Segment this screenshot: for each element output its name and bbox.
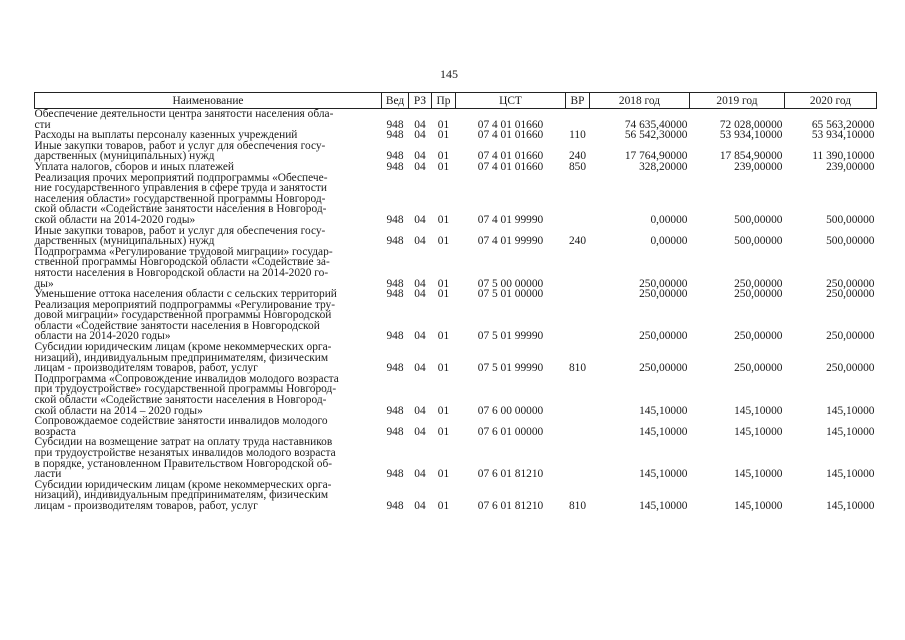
row-name-text: Реализация мероприятий подпрограммы «Регулирование тру- довой миграции» государственной программы Новгородской области «Содействие занятости населения в Новгородской области на 2014-2020 годы»	[34, 298, 336, 343]
table-row	[35, 437, 877, 479]
cell-pr: 01	[437, 330, 450, 343]
cell-2019: 53 934,10000	[719, 129, 783, 142]
cell-vr: 810	[568, 499, 587, 512]
col-header-2019: 2019 год	[690, 93, 785, 109]
cell-2019: 250,00000	[734, 277, 783, 290]
cell-2020: 145,10000	[826, 425, 875, 438]
cell-cst: 07 5 01 99990	[477, 362, 544, 375]
cell-2020: 145,10000	[826, 468, 875, 481]
col-header-ved: Вед	[382, 93, 409, 109]
cell-cst: 07 4 01 01660	[477, 150, 544, 163]
cell-2020: 145,10000	[826, 404, 875, 417]
budget-table	[34, 92, 877, 512]
cell-2019: 500,00000	[734, 235, 783, 248]
cell-name	[35, 416, 382, 437]
cell-name	[35, 437, 382, 479]
cell-2019: 239,00000	[734, 160, 783, 173]
cell-vr: 240	[568, 150, 587, 163]
cell-vr: 110	[569, 129, 586, 142]
cell-2018: 17 764,90000	[624, 150, 688, 163]
cell-ved: 948	[386, 404, 404, 417]
cell-vr: 850	[568, 160, 587, 173]
cell-2020: 500,00000	[826, 213, 875, 226]
cell-pr: 01	[437, 362, 450, 375]
cell-2019: 250,00000	[734, 288, 783, 301]
cell-ved: 948	[386, 160, 404, 173]
cell-vr	[566, 173, 590, 226]
cell-pr: 01	[437, 288, 450, 301]
cell-vr	[566, 437, 590, 479]
table-row	[35, 173, 877, 226]
row-name-text: Обеспечение деятельности центра занятости населения обла- сти	[34, 108, 334, 131]
table-body	[35, 109, 877, 512]
cell-rz: 04	[414, 277, 426, 290]
row-name-text: Субсидии юридическим лицам (кроме некоммерческих орга- низаций), индивидуальным предпринимателям, физическим лицам - производителям товаров, работ, услуг	[34, 341, 332, 375]
row-name-text: Субсидии на возмещение затрат на оплату труда наставников при трудоустройстве незанятых инвалидов молодого возраста в порядке, установленном Правительством Новгородской об- ласти	[34, 436, 336, 481]
cell-2018: 250,00000	[639, 288, 688, 301]
cell-rz: 04	[414, 129, 426, 142]
cell-2019: 72 028,00000	[719, 118, 783, 131]
page-number: 145	[440, 67, 458, 81]
cell-2018: 145,10000	[639, 499, 688, 512]
cell-2020: 65 563,20000	[811, 118, 875, 131]
cell-vr	[566, 416, 590, 437]
row-name-text: Подпрограмма «Регулирование трудовой миграции» государ- ственной программы Новгородской области «Содействие за- нятости населения в Новгородской области на 2014-2020 го- ды»	[34, 245, 333, 290]
cell-rz: 04	[414, 160, 426, 173]
cell-cst: 07 6 01 81210	[477, 499, 544, 512]
table-row	[35, 342, 877, 374]
cell-2018: 250,00000	[639, 362, 688, 375]
col-header-name: Наименование	[35, 93, 382, 109]
cell-2018: 0,00000	[650, 235, 688, 248]
cell-ved: 948	[386, 118, 404, 131]
cell-rz: 04	[414, 468, 426, 481]
cell-cst: 07 5 01 00000	[477, 288, 544, 301]
row-name-text: Сопровождаемое содействие занятости инвалидов молодого возраста	[34, 415, 328, 438]
cell-rz: 04	[414, 118, 426, 131]
col-header-2020: 2020 год	[785, 93, 877, 109]
table-row	[35, 226, 877, 247]
cell-cst: 07 4 01 01660	[477, 118, 544, 131]
cell-2020: 250,00000	[826, 362, 875, 375]
cell-ved: 948	[386, 362, 404, 375]
cell-cst: 07 6 00 00000	[477, 404, 544, 417]
cell-2018: 328,20000	[639, 160, 688, 173]
col-header-pr: Пр	[432, 93, 456, 109]
cell-pr: 01	[437, 160, 450, 173]
row-name-text: Субсидии юридическим лицам (кроме некоммерческих орга- низаций), индивидуальным предпринимателям, физическим лицам - производителям товаров, работ, услуг	[34, 478, 332, 512]
col-header-cst: ЦСТ	[456, 93, 566, 109]
cell-name	[35, 226, 382, 247]
cell-2020: 250,00000	[826, 330, 875, 343]
cell-ved: 948	[386, 213, 404, 226]
cell-2019: 145,10000	[734, 499, 783, 512]
cell-pr: 01	[437, 118, 450, 131]
cell-2018: 74 635,40000	[624, 118, 688, 131]
col-header-2018: 2018 год	[590, 93, 690, 109]
cell-2018: 145,10000	[639, 404, 688, 417]
cell-vr: 810	[568, 362, 587, 375]
cell-2019: 250,00000	[734, 362, 783, 375]
cell-pr: 01	[437, 425, 450, 438]
cell-cst: 07 6 01 00000	[477, 425, 544, 438]
cell-pr: 01	[437, 468, 450, 481]
cell-name	[35, 374, 382, 416]
row-name-text: Уменьшение оттока населения области с сельских территорий	[34, 288, 337, 301]
cell-cst: 07 4 01 99990	[477, 213, 544, 226]
cell-name	[35, 141, 382, 162]
cell-pr: 01	[437, 150, 450, 163]
cell-rz: 04	[414, 425, 426, 438]
col-header-vr: ВР	[566, 93, 590, 109]
row-name-text: Уплата налогов, сборов и иных платежей	[34, 160, 234, 173]
cell-2019: 250,00000	[734, 330, 783, 343]
table-row	[35, 416, 877, 437]
cell-2019: 145,10000	[734, 468, 783, 481]
table-row	[35, 141, 877, 162]
cell-rz: 04	[414, 330, 426, 343]
cell-ved: 948	[386, 425, 404, 438]
cell-pr: 01	[437, 499, 450, 512]
cell-ved: 948	[386, 468, 404, 481]
row-name-text: Иные закупки товаров, работ и услуг для обеспечения госу- дарственных (муниципальных) нужд	[34, 139, 326, 163]
cell-2019: 145,10000	[734, 425, 783, 438]
cell-2018: 250,00000	[639, 330, 688, 343]
cell-vr	[566, 289, 590, 300]
cell-rz: 04	[414, 235, 426, 248]
col-header-rz: РЗ	[409, 93, 432, 109]
cell-name	[35, 300, 382, 342]
cell-ved: 948	[386, 235, 404, 248]
cell-pr: 01	[437, 277, 450, 290]
cell-vr	[566, 247, 590, 289]
cell-ved: 948	[386, 277, 404, 290]
table-row	[35, 480, 877, 512]
cell-pr: 01	[437, 404, 450, 417]
cell-2020: 53 934,10000	[811, 129, 875, 142]
cell-pr: 01	[437, 235, 450, 248]
cell-cst: 07 4 01 01660	[477, 129, 544, 142]
cell-ved: 948	[386, 499, 404, 512]
cell-2020: 11 390,10000	[812, 150, 875, 163]
cell-2019: 17 854,90000	[719, 150, 783, 163]
cell-2020: 239,00000	[826, 160, 875, 173]
cell-2020: 145,10000	[826, 499, 875, 512]
cell-2018: 0,00000	[650, 213, 688, 226]
table-row	[35, 300, 877, 342]
cell-name	[35, 247, 382, 289]
cell-ved: 948	[386, 129, 404, 142]
cell-name	[35, 173, 382, 226]
cell-name	[35, 342, 382, 374]
row-name-text: Иные закупки товаров, работ и услуг для обеспечения госу- дарственных (муниципальных) нужд	[34, 224, 326, 248]
table-row	[35, 247, 877, 289]
cell-cst: 07 4 01 99990	[477, 235, 544, 248]
cell-rz: 04	[414, 150, 426, 163]
cell-rz: 04	[414, 404, 426, 417]
cell-name	[35, 162, 382, 173]
cell-2019: 145,10000	[734, 404, 783, 417]
cell-vr	[566, 109, 590, 131]
cell-pr: 01	[437, 129, 450, 142]
cell-ved: 948	[386, 330, 404, 343]
cell-rz: 04	[414, 288, 426, 301]
cell-2018: 145,10000	[639, 468, 688, 481]
table-row	[35, 109, 877, 131]
cell-cst: 07 4 01 01660	[477, 160, 544, 173]
cell-cst: 07 5 00 00000	[477, 277, 544, 290]
table-row	[35, 162, 877, 173]
cell-rz: 04	[414, 362, 426, 375]
row-name-text: Реализация прочих мероприятий подпрограммы «Обеспече- ние государственного управления в сфере труда и занятости населения области» государственной программы Новгород- ской области «Содействие занятости населения в Новгород- ской области на 2014-2020 годы»	[34, 171, 328, 226]
cell-vr	[566, 374, 590, 416]
cell-name	[35, 480, 382, 512]
cell-ved: 948	[386, 150, 404, 163]
row-name-text: Подпрограмма «Сопровождение инвалидов молодого возраста при трудоустройстве» государственной программы Новгород- ской области «Содействие занятости населения в Новгород- ской области на 2014 – 2020 годы»	[34, 372, 339, 417]
row-name-text: Расходы на выплаты персоналу казенных учреждений	[34, 129, 298, 142]
cell-2020: 250,00000	[826, 277, 875, 290]
cell-2018: 145,10000	[639, 425, 688, 438]
cell-pr: 01	[437, 213, 450, 226]
cell-2020: 250,00000	[826, 288, 875, 301]
cell-vr	[566, 300, 590, 342]
table-row	[35, 374, 877, 416]
cell-name	[35, 109, 382, 131]
cell-2019: 500,00000	[734, 213, 783, 226]
cell-2020: 500,00000	[826, 235, 875, 248]
cell-ved: 948	[386, 288, 404, 301]
cell-rz: 04	[414, 213, 426, 226]
cell-2018: 250,00000	[639, 277, 688, 290]
cell-2018: 56 542,30000	[624, 129, 688, 142]
cell-rz: 04	[414, 499, 426, 512]
cell-cst: 07 5 01 99990	[477, 330, 544, 343]
cell-cst: 07 6 01 81210	[477, 468, 544, 481]
table-header-row	[35, 93, 877, 109]
cell-vr: 240	[568, 235, 587, 248]
